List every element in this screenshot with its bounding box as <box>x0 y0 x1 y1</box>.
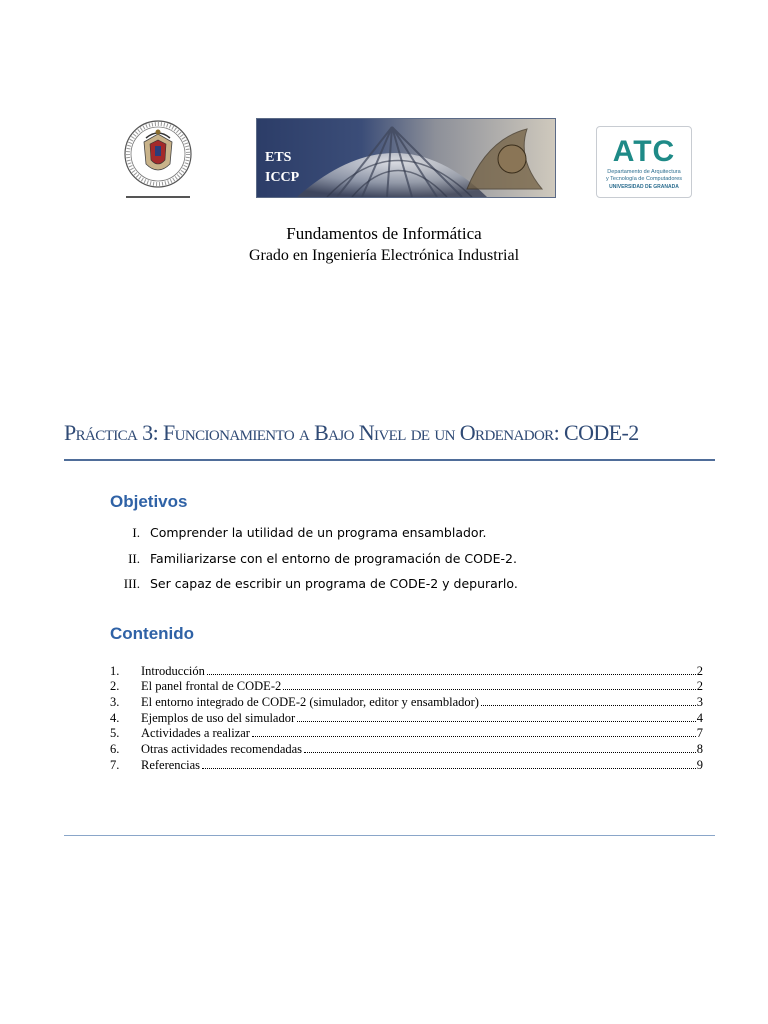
toc-label[interactable]: Ejemplos de uso del simulador <box>141 710 296 725</box>
objective-text: Familiarizarse con el entorno de programación de CODE-2. <box>150 550 517 566</box>
toc-entry[interactable] <box>110 726 703 742</box>
toc-page-number: 7 <box>696 726 703 741</box>
atc-caption-line-1: Departamento de Arquitectura <box>607 169 681 175</box>
toc-label[interactable]: Introducción <box>141 663 205 678</box>
contents-heading: Contenido <box>110 624 195 643</box>
table-of-contents <box>110 663 703 773</box>
toc-label[interactable]: Otras actividades recomendadas <box>141 742 303 757</box>
toc-leader <box>481 705 696 706</box>
degree-title: Grado en Ingeniería Electrónica Industrial <box>248 247 520 264</box>
objective-text: Comprender la utilidad de un programa ensamblador. <box>150 525 487 540</box>
ugr-seal-logo <box>120 120 196 202</box>
toc-number: 1. <box>110 663 120 678</box>
toc-entry[interactable] <box>110 679 703 695</box>
toc-entry[interactable] <box>110 663 703 679</box>
toc-page-number: 2 <box>696 679 703 694</box>
course-info <box>0 224 768 266</box>
header-logos <box>0 118 768 202</box>
toc-label[interactable]: El panel frontal de CODE-2 <box>141 679 282 694</box>
ets-iccp-logo <box>256 118 556 198</box>
objective-item <box>110 576 670 602</box>
ets-logo-line-2: ICCP <box>265 170 300 185</box>
toc-number: 5. <box>110 726 120 741</box>
toc-leader <box>207 674 696 675</box>
toc-number: 7. <box>110 757 120 772</box>
footer-divider <box>64 835 715 836</box>
atc-logo-text: ATC <box>612 135 676 168</box>
toc-leader <box>304 752 696 753</box>
toc-leader <box>202 768 696 769</box>
toc-label[interactable]: El entorno integrado de CODE-2 (simulador, editor y ensamblador) <box>141 695 479 710</box>
atc-caption-line-3: UNIVERSIDAD DE GRANADA <box>609 184 679 190</box>
toc-label[interactable]: Referencias <box>141 757 200 772</box>
objective-item <box>110 525 670 551</box>
toc-number: 3. <box>110 695 120 710</box>
practice-title-main: Funcionamiento a Bajo Nivel de un Ordenador: <box>163 420 564 445</box>
practice-title <box>64 420 724 446</box>
toc-number: 6. <box>110 742 120 757</box>
toc-entry[interactable] <box>110 710 703 726</box>
objective-number: I. <box>132 525 140 540</box>
toc-page-number: 9 <box>696 757 703 772</box>
toc-entry[interactable] <box>110 757 703 773</box>
title-divider <box>64 459 715 461</box>
toc-entry[interactable] <box>110 694 703 710</box>
objectives-list <box>110 525 670 602</box>
objectives-heading: Objetivos <box>110 492 188 511</box>
atc-caption-line-2: y Tecnología de Computadores <box>605 176 683 182</box>
objective-item <box>110 551 670 577</box>
toc-number: 2. <box>110 679 120 694</box>
toc-label[interactable]: Actividades a realizar <box>141 726 250 741</box>
toc-leader <box>252 736 696 737</box>
objective-number: III. <box>123 576 140 591</box>
toc-number: 4. <box>110 710 120 725</box>
toc-page-number: 2 <box>696 663 703 678</box>
course-title: Fundamentos de Informática <box>286 224 482 243</box>
toc-entry[interactable] <box>110 741 703 757</box>
objective-text: Ser capaz de escribir un programa de CODE-2 y depurarlo. <box>150 576 518 591</box>
atc-department-logo <box>596 126 692 198</box>
practice-title-prefix: Práctica 3: <box>64 420 163 445</box>
toc-leader <box>283 689 696 690</box>
toc-leader <box>297 721 696 722</box>
toc-page-number: 3 <box>696 695 703 710</box>
toc-page-number: 4 <box>696 710 703 725</box>
objective-number: II. <box>128 550 140 566</box>
toc-page-number: 8 <box>696 742 703 757</box>
ets-logo-line-1: ETS <box>265 150 292 165</box>
practice-title-suffix: CODE-2 <box>564 420 639 445</box>
